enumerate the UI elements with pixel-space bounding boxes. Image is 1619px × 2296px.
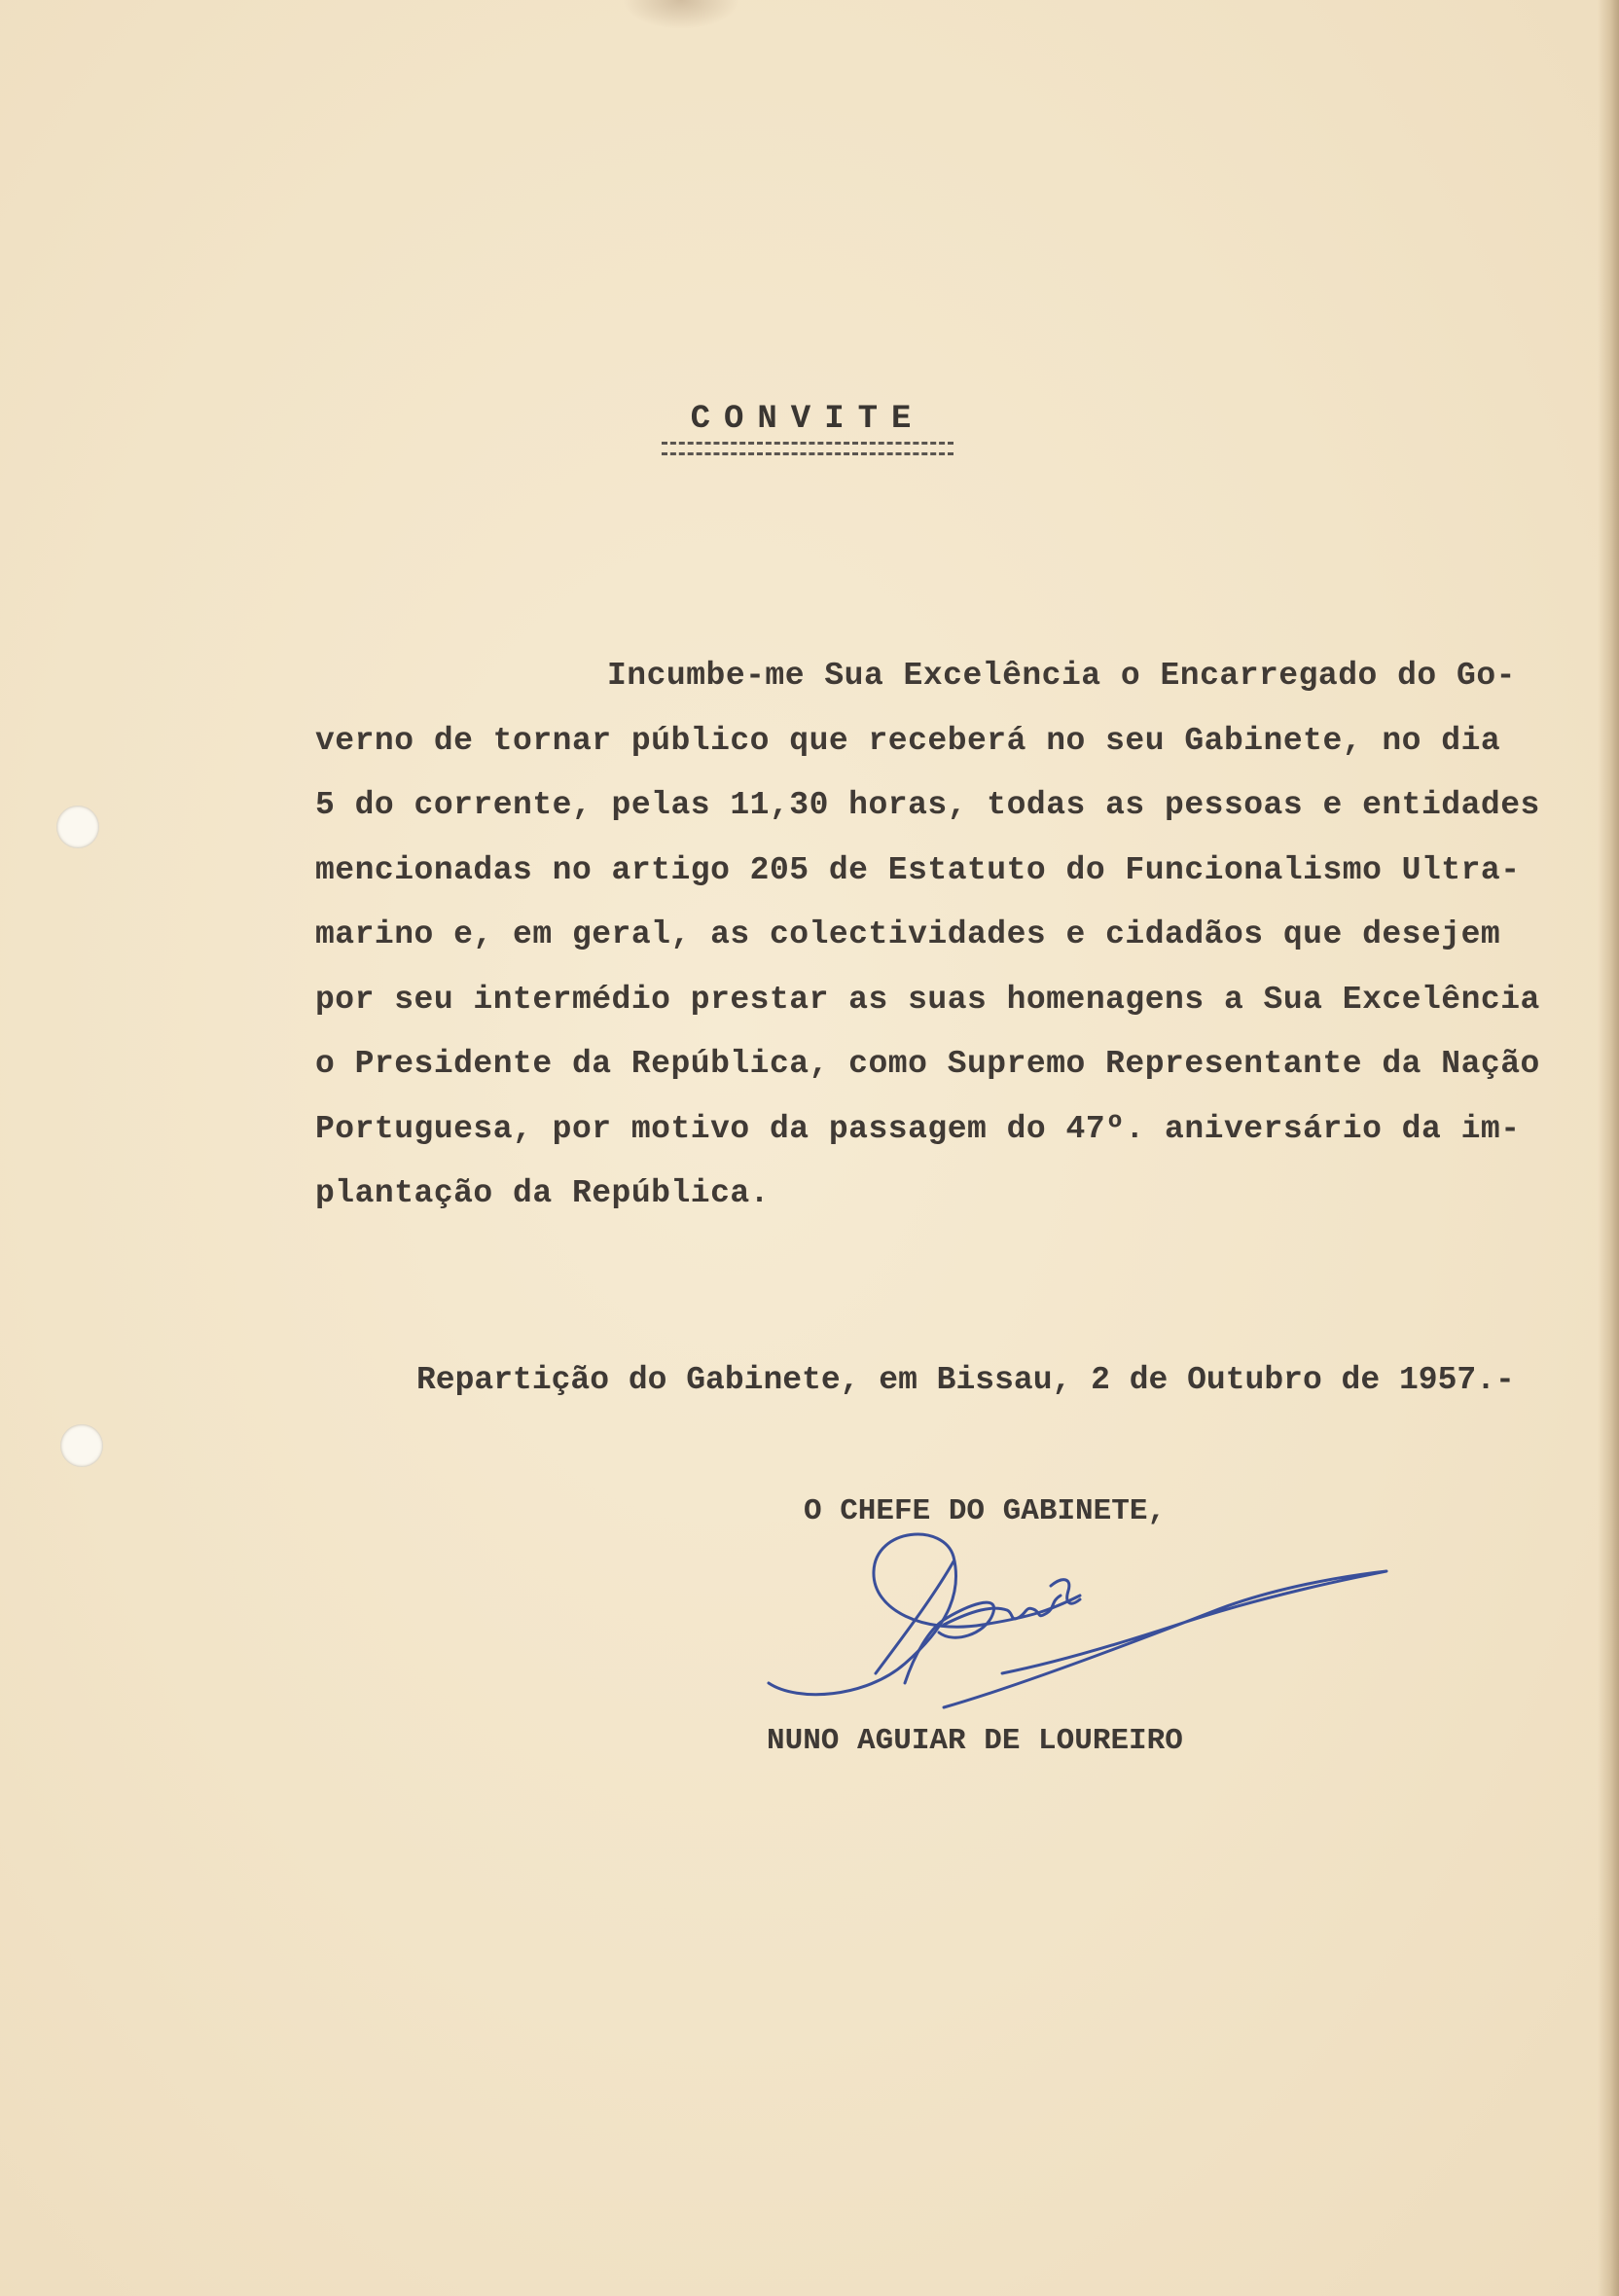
paper-stain	[623, 0, 739, 29]
body-line: por seu intermédio prestar as suas homenagens a Sua Excelência	[315, 981, 1540, 1018]
handwritten-signature	[759, 1518, 1401, 1722]
body-line: mencionadas no artigo 205 de Estatuto do Funcionalismo Ultra-	[315, 851, 1521, 888]
body-line: o Presidente da República, como Supremo Representante da Nação	[315, 1046, 1540, 1082]
body-line: plantação da República.	[315, 1175, 770, 1211]
body-paragraph	[315, 644, 1540, 1227]
paper-edge	[1598, 0, 1619, 2296]
place-date-line: Repartição do Gabinete, em Bissau, 2 de Outubro de 1957.-	[416, 1362, 1515, 1398]
chief-title: O CHEFE DO GABINETE,	[804, 1494, 1167, 1528]
body-line: verno de tornar público que receberá no seu Gabinete, no dia	[315, 722, 1501, 759]
document-title: CONVITE	[690, 401, 925, 438]
title-underline	[662, 442, 953, 455]
body-line: marino e, em geral, as colectividades e cidadãos que desejem	[315, 916, 1501, 952]
punch-hole	[56, 806, 99, 848]
body-line: Incumbe-me Sua Excelência o Encarregado do Go-	[607, 658, 1516, 694]
body-line: Portuguesa, por motivo da passagem do 47º. aniversário da im-	[315, 1110, 1521, 1147]
signer-name: NUNO AGUIAR DE LOUREIRO	[767, 1724, 1183, 1758]
body-line: 5 do corrente, pelas 11,30 horas, todas as pessoas e entidades	[315, 787, 1540, 823]
punch-hole	[60, 1424, 103, 1467]
